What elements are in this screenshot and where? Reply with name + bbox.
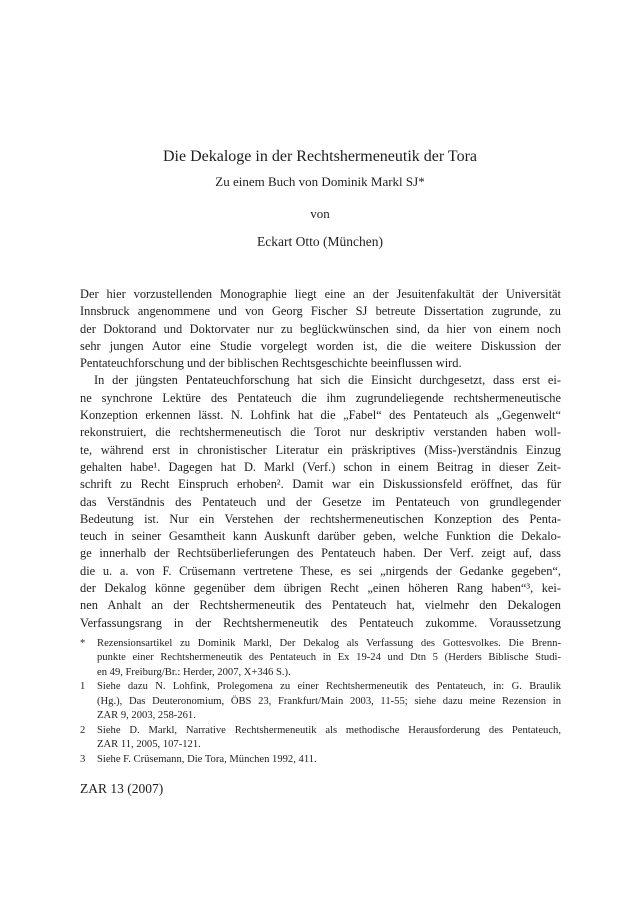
author-name: Eckart Otto (München): [257, 234, 383, 249]
body-line: Verfassungsrang in der Rechtshermeneutik des Pentateuch zukomme. Voraussetzung: [80, 615, 561, 630]
body-line: nen Anhalt an der Rechtshermeneutik des Pentateuch hat, vielmehr den Dekalogen: [80, 598, 561, 613]
body-line: der Dekalog könne gegenüber dem übrigen Recht „einen höheren Rang haben“³, kei-: [80, 581, 561, 596]
footnote-line: (Hg.), Das Deuteronomium, ÖBS 23, Frankfurt/Main 2003, 11-55; siehe dazu meine Rezension in: [97, 695, 561, 707]
footnote-marker: *: [80, 638, 86, 649]
body-line: rekonstruiert, die rechtshermeneutisch die Torot nur deskriptiv verstanden haben woll-: [80, 425, 561, 440]
footnote-line: punkte einer Rechtshermeneutik des Pentateuch in Ex 19-24 und Dtn 5 (Herders Biblische Studi-: [97, 652, 561, 664]
body-line: der Doktorand und Doktorvater nur zu beglückwünschen sind, da hier von einem noch: [80, 321, 561, 336]
paragraph-1: [80, 286, 561, 372]
article-subtitle: Zu einem Buch von Dominik Markl SJ*: [215, 174, 425, 189]
body-text: [80, 286, 561, 632]
journal-footer: ZAR 13 (2007): [80, 781, 164, 796]
footnote-3: [80, 753, 561, 767]
body-line: In der jüngsten Pentateuchforschung hat sich die Einsicht durchgesetzt, dass erst ei-: [94, 373, 561, 388]
body-line: sehr jungen Autor eine Studie vorgelegt worden ist, die die weitere Diskussion der: [80, 338, 561, 353]
body-line: Konzeption erkennen lässt. N. Lohfink hat die „Fabel“ des Pentateuch als „Gegenwelt“: [80, 408, 561, 423]
byline: von: [310, 206, 330, 221]
paragraph-2: [80, 372, 561, 631]
footnote-asterisk: [80, 637, 561, 680]
footnote-2: [80, 724, 561, 753]
body-line: das Verständnis des Pentateuch und der Gesetze im Pentateuch von grundlegender: [80, 494, 561, 509]
body-line: te, während erst in chronistischer Literatur ein präskriptives (Miss-)verständnis Einzug: [80, 442, 561, 457]
footnote-line: ZAR 11, 2005, 107-121.: [97, 739, 201, 751]
body-line: ge innerhalb der Rechtsüberlieferungen des Pentateuch haben. Der Verf. zeigt auf, dass: [80, 546, 561, 561]
footnote-line: en 49, Freiburg/Br.: Herder, 2007, X+346 S.).: [97, 666, 291, 678]
footnote-marker: 2: [80, 724, 86, 736]
footnote-line: Siehe dazu N. Lohfink, Prolegomena zu einer Rechtshermeneutik des Pentateuch, in: G. Braulik: [97, 681, 561, 693]
body-line: Der hier vorzustellenden Monographie liegt eine an der Jesuitenfakultät der Universität: [80, 287, 561, 301]
footnote-marker: 1: [80, 681, 86, 693]
footnote-1: [80, 680, 561, 723]
footnote-line: ZAR 9, 2003, 258-261.: [97, 710, 196, 722]
footnote-line: Rezensionsartikel zu Dominik Markl, Der Dekalog als Verfassung des Gottesvolkes. Die Brenn-: [97, 638, 561, 649]
footnotes-section: [80, 637, 561, 767]
body-line: Bedeutung ist. Nur ein Verstehen der rechtshermeneutischen Konzeption des Penta-: [80, 511, 561, 526]
body-line: ne synchrone Lektüre des Pentateuch die ihm zugrundeliegende rechtshermeneutische: [80, 390, 561, 405]
footnote-line: Siehe F. Crüsemann, Die Tora, München 1992, 411.: [97, 753, 317, 765]
body-line: Pentateuchforschung und der biblischen Rechtsgeschichte beeinflussen wird.: [80, 356, 462, 371]
body-line: Innsbruck angenommene und von Georg Fischer SJ betreute Dissertation zugrunde, zu: [80, 304, 561, 319]
body-line: gehalten habe¹. Dagegen hat D. Markl (Verf.) schon in einem Beitrag in dieser Zeit-: [80, 459, 561, 474]
body-line: schrift zu Recht Einspruch erhoben². Damit war ein Diskussionsfeld eröffnet, das für: [80, 477, 561, 492]
body-line: teuch in seiner Gesamtheit kann Auskunft darüber geben, welche Funktion die Dekalo-: [80, 529, 561, 544]
footnote-line: Siehe D. Markl, Narrative Rechtshermeneutik als methodische Herausforderung des Pentateuch,: [97, 724, 561, 736]
article-title: Die Dekaloge in der Rechtshermeneutik der Tora: [162, 148, 478, 165]
body-line: die u. a. von F. Crüsemann vertretene These, es sei „nirgends der Gedanke gegeben“,: [80, 563, 561, 578]
footnote-marker: 3: [80, 753, 86, 765]
